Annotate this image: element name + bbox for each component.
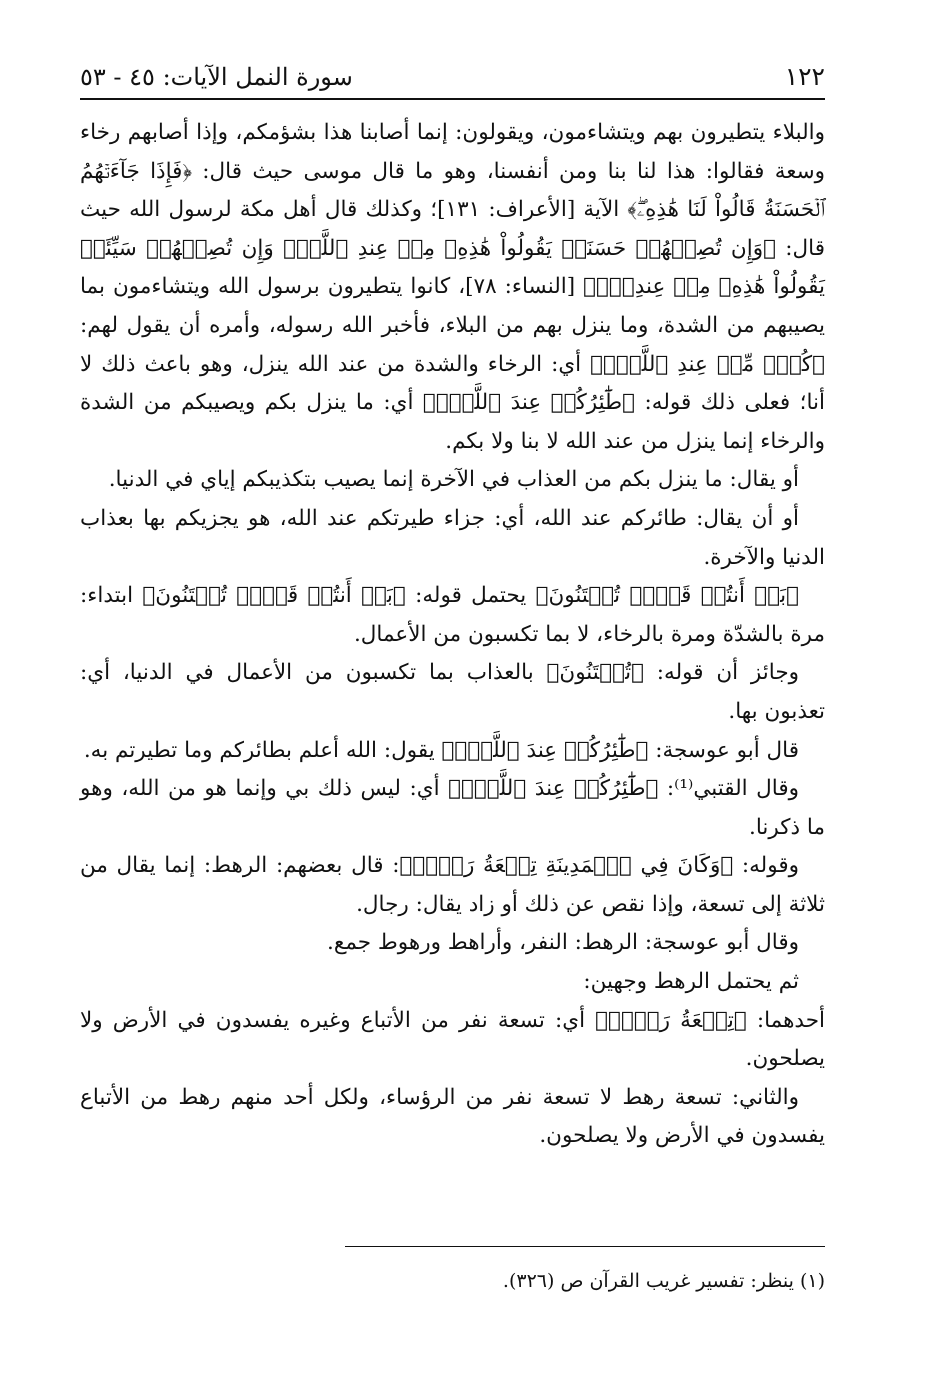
book-page xyxy=(80,60,825,1156)
paragraph-5: وجائز أن قوله: ﴿تُفۡتَنُونَ﴾ بالعذاب بما تكسبون من الأعمال في الدنيا، أي: تعذبون بها. xyxy=(80,660,825,724)
paragraph-12: والثاني: تسعة رهط لا تسعة نفر من الرؤساء، ولكل أحد منهم رهط من الأتباع يفسدون في الأرض ولا يصلحون. xyxy=(80,1084,825,1149)
surah-title: سورة النمل الآيات: ٤٥ - ٥٣ xyxy=(80,63,353,91)
paragraph-11: أحدهما: ﴿تِسۡعَةُ رَهۡطٖ﴾ أي: تسعة نفر من الأتباع وغيره يفسدون في الأرض ولا يصلحون. xyxy=(80,1007,825,1072)
footnote-divider xyxy=(345,1246,825,1247)
paragraph-3: أو أن يقال: طائركم عند الله، أي: جزاء طيرتكم عند الله، هو يجزيكم بها بعذاب الدنيا والآخرة. xyxy=(80,505,825,570)
paragraph-4: ﴿بَلۡ أَنتُمۡ قَوۡمٞ تُفۡتَنُونَ﴾ يحتمل قوله: ﴿بَلۡ أَنتُمۡ قَوۡمٞ تُفۡتَنُونَ﴾ ابتداء: مرة بالشدّة ومرة بالرخاء، لا بما تكسبون من الأعمال. xyxy=(80,583,825,647)
paragraph-2: أو يقال: ما ينزل بكم من العذاب في الآخرة إنما يصيب بتكذيبكم إياي في الدنيا. xyxy=(108,467,799,493)
paragraph-10: ثم يحتمل الرهط وجهين: xyxy=(583,969,799,995)
paragraph-7: وقال القتبي⁽¹⁾: ﴿طَٰٓئِرُكُمۡ عِندَ ٱللَّهِۖ﴾ أي: ليس ذلك بي وإنما هو من الله، وهو ما ذكرنا. xyxy=(80,776,825,840)
paragraph-8: وقوله: ﴿وَكَانَ فِي ٱلۡمَدِينَةِ تِسۡعَةُ رَهۡطٖ﴾: قال بعضهم: الرهط: إنما يقال من ثلاثة إلى تسعة، وإذا نقص عن ذلك أو زاد يقال: رجال. xyxy=(80,853,825,917)
running-header xyxy=(80,60,825,100)
footnote: (١) ينظر: تفسير غريب القرآن ص (٣٢٦). xyxy=(502,1270,825,1292)
paragraph-9: وقال أبو عوسجة: الرهط: النفر، وأراهط ورهوط جمع. xyxy=(327,930,799,956)
body-text xyxy=(80,114,825,1156)
paragraph-1: والبلاء يتطيرون بهم ويتشاءمون، ويقولون: إنما أصابنا هذا بشؤمكم، وإذا أصابهم رخاء وسعة فقالوا: هذا لنا بنا ومن أنفسنا، وهو ما قال موسى حيث قال: ﴿فَإِذَا جَآءَتۡهُمُ ٱلۡحَسَنَةُ قَالُواْ لَنَا هَٰذِهِۦۖ﴾ الآية [الأعراف: ١٣١]؛ وكذلك قال أهل مكة لرسول الله حيث قال: ﴿وَإِن تُصِبۡهُمۡ حَسَنَةٞ يَقُولُواْ هَٰذِهِۦ مِنۡ عِندِ ٱللَّهِۖ وَإِن تُصِبۡهُمۡ سَيِّئَةٞ يَقُولُواْ هَٰذِهِۦ مِنۡ عِندِكَۚ﴾ [النساء: ٧٨]، كانوا يتطيرون برسول الله ويتشاءمون بما يصيبهم من الشدة، وما ينزل بهم من البلاء، فأخبر الله رسوله، وأمره أن يقول لهم: ﴿كُلّٞ مِّنۡ عِندِ ٱللَّهِۖ﴾ أي: الرخاء والشدة من عند الله ينزل، وهو باعث ذلك لا أنا؛ فعلى ذلك قوله: ﴿طَٰٓئِرُكُمۡ عِندَ ٱللَّهِۖ﴾ أي: ما ينزل بكم ويصيبكم من الشدة والرخاء إنما ينزل من عند الله لا بنا ولا بكم. xyxy=(80,120,825,454)
paragraph-6: قال أبو عوسجة: ﴿طَٰٓئِرُكُمۡ عِندَ ٱللَّهِۖ﴾ يقول: الله أعلم بطائركم وما تطيرتم به. xyxy=(83,737,799,763)
page-number: ١٢٢ xyxy=(784,62,825,91)
